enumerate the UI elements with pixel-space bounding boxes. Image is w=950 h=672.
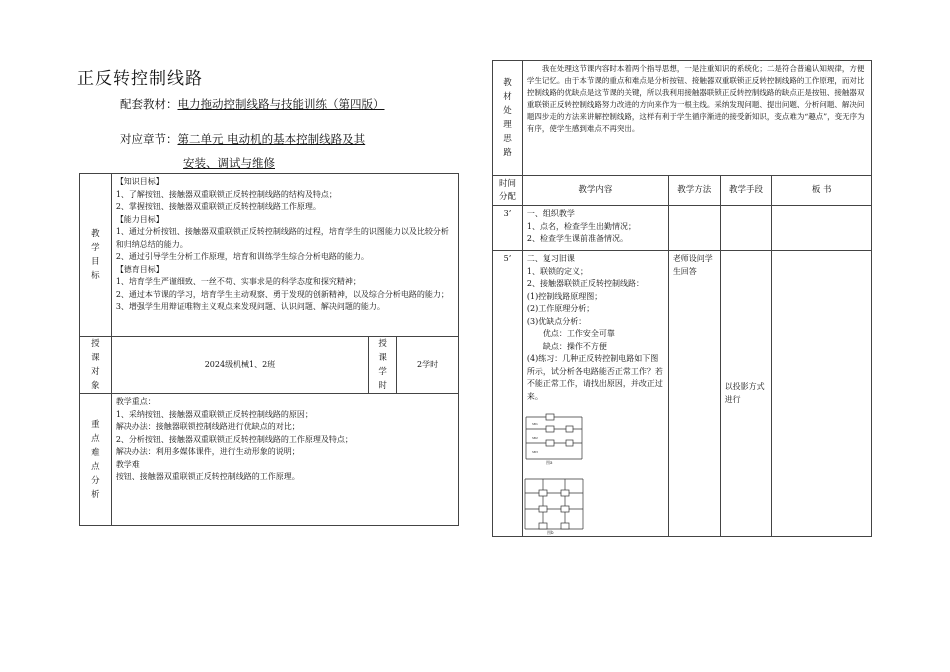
- row1-content: 一、组织教学 1、点名，检查学生出勤情况； 2、检查学生课前准备情况。: [522, 206, 668, 251]
- row2-board: [772, 251, 872, 537]
- key-cell: 教学重点： 1、采纳按钮、接触器双重联锁正反转控制线路的原因； 解决办法：接触器联锁控制线路进行优缺点的对比； 2、分析按钮、接触器双重联锁正反转控制线路的工作原理及特点； 解决办法：利用多媒体课件，进行生动形象的说明； 教学难 按钮、接触器双重联锁正反转控制线路的工作原理。: [111, 394, 458, 526]
- row2-content: 二、复习旧课 1、联锁的定义； 2、接触器联锁正反转控制线路： (1)控制线路原理图； (2)工作原理分析； (3)优缺点分析： 优点：工作安全可靠 缺点：操作不方便 (4)练习：几种正反转控制电路如下图所示，试分析各电路能否正常工作？若不能正常工作，请找出原因，并改正过来。: [522, 251, 668, 537]
- col-means: 教学手段: [720, 176, 772, 206]
- page-title: 正反转控制线路: [77, 69, 203, 89]
- svg-text:SB2: SB2: [532, 436, 538, 440]
- row1-means: [720, 206, 772, 251]
- row1-board: [772, 206, 872, 251]
- hours-value: 2学时: [397, 337, 459, 394]
- chapter-line: [120, 131, 365, 147]
- chapter-name-1: 第二单元 电动机的基本控制线路及其: [177, 132, 366, 146]
- chapter-label: 对应章节：: [120, 132, 178, 146]
- circuit-diagram-a: [522, 413, 588, 465]
- circuit-diagram-b: [519, 473, 589, 535]
- textbook-label: 配套教材：: [120, 97, 178, 111]
- idea-cell: 我在处理这节课内容时本着两个指导思想，一是注重知识的系统化；二是符合普遍认知规律，方便学生记忆。由于本节课的重点和难点是分析按钮、接触器双重联锁正反转控制线路的工作原理，而对比控制线路的优缺点是这节课的关键，所以我利用接触器联锁正反转控制线路的缺点正是按钮、接触器双重联锁正反转控制线路努力改进的方向来作为一根主线。采纳发现问题、提出问题、分析问题、解决问题四步走的方法来讲解控制线路，这样有利于学生循序渐进的接受新知识，变点难为“趣点”，变无序为有序，使学生感到难点不再突出。: [522, 61, 871, 176]
- row1-method: [668, 206, 720, 251]
- lesson-plan-table: [492, 60, 872, 537]
- key-header: 重 点 难 点 分 析: [80, 394, 112, 526]
- fig-b-label: 图b: [547, 530, 554, 535]
- chapter-name-2: 安装、调试与维修: [183, 156, 275, 170]
- row1-time: 3’: [493, 206, 523, 251]
- class-value: 2024级机械1、2班: [111, 337, 368, 394]
- col-time: 时间分配: [493, 176, 523, 206]
- hours-header: 授 课 学 时: [369, 337, 397, 394]
- row2-method: 老师设问学生回答: [668, 251, 720, 537]
- row2-time: 5’: [493, 251, 523, 537]
- row2-means: 以投影方式进行: [720, 251, 772, 537]
- col-method: 教学方法: [668, 176, 720, 206]
- idea-header: 教 材 处 理 思 路: [493, 61, 523, 176]
- goals-cell: 【知识目标】 1、了解按钮、接触器双重联锁正反转控制线路的结构及特点； 2、掌握按钮、接触器双重联锁正反转控制线路工作原理。 【能力目标】 1、通过分析按钮、接触器双重联锁正反转控制线路的过程，培育学生的识图能力以及比较分析和归纳总结的能力。 2、通过引导学生分析工作原理，培育和训练学生综合分析电路的能力。 【德育目标】 1、培育学生严谨细致、一丝不苟、实事求是的科学态度和探究精神； 2、通过本节课的学习，培育学生主动观察、勇于发现的创新精神，以及综合分析电路的能力； 3、增强学生用辩证唯物主义观点来发现问题、认识问题、解决问题的能力。: [111, 174, 458, 337]
- goals-header: 教 学 目 标: [80, 174, 112, 337]
- class-header: 授 课 对 象: [80, 337, 112, 394]
- svg-text:SB1: SB1: [532, 422, 538, 426]
- textbook-line: [120, 96, 385, 112]
- svg-text:SB3: SB3: [532, 450, 538, 454]
- col-board: 板 书: [772, 176, 872, 206]
- lesson-info-table: [79, 173, 459, 526]
- col-content: 教学内容: [522, 176, 668, 206]
- fig-a-label: 图a: [546, 460, 553, 465]
- textbook-name: 电力拖动控制线路与技能训练（第四版）: [177, 97, 385, 111]
